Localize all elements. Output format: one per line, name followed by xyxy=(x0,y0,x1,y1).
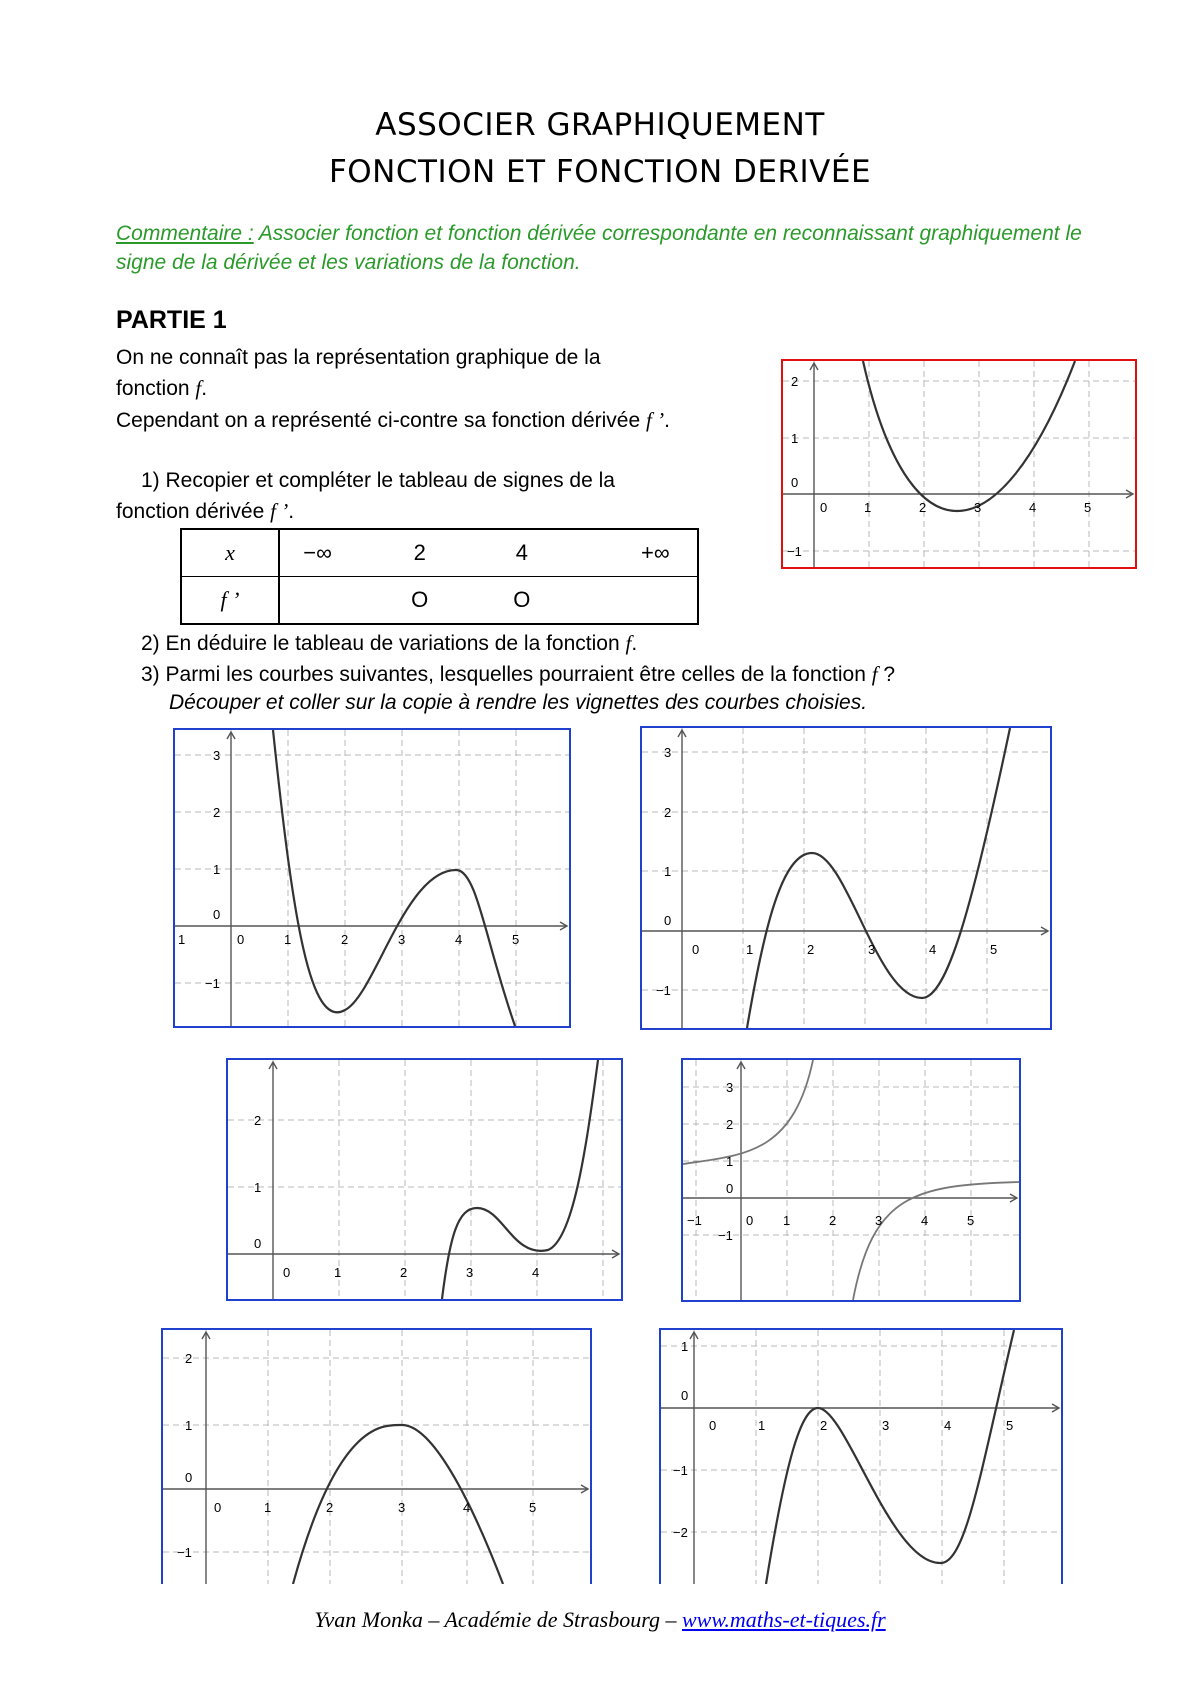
g6-x-tick-0: 0 xyxy=(709,1418,717,1433)
intro-line-3: Cependant on a représenté ci-contre sa fonction dérivée f ’. xyxy=(116,408,670,432)
g1-x-tick-5: 5 xyxy=(512,932,520,947)
candidate-graph-6[interactable] xyxy=(659,1328,1063,1584)
graph-2-curve xyxy=(747,728,1010,1028)
g2-x-tick-0: 0 xyxy=(692,942,700,957)
g2-x-tick-4: 4 xyxy=(929,942,937,957)
dx-tick-2: 2 xyxy=(919,500,927,515)
graph-4-svg xyxy=(683,1060,1019,1300)
g6-y-tick-m2: −2 xyxy=(673,1525,688,1540)
g1-x-tick-4: 4 xyxy=(455,932,463,947)
sign-table xyxy=(180,528,699,625)
graph-4-curve-left xyxy=(683,1060,813,1164)
graph-1-curve xyxy=(273,730,515,1026)
g3-x-tick-2: 2 xyxy=(400,1265,408,1280)
g1-x-tick-1: 1 xyxy=(284,932,292,947)
g3-x-tick-3: 3 xyxy=(466,1265,474,1280)
g2-y-tick-m1: −1 xyxy=(656,983,671,998)
question-1-line-2: fonction dérivée f ’. xyxy=(116,499,295,523)
derivative-curve xyxy=(863,361,1075,511)
g5-x-tick-1: 1 xyxy=(264,1500,272,1515)
g4-x-tick-4: 4 xyxy=(921,1213,929,1228)
g1-x-tick-0: 0 xyxy=(237,932,245,947)
dy-tick-2: 2 xyxy=(791,374,799,389)
sign-table-x-label: x xyxy=(181,529,279,577)
comment-paragraph xyxy=(116,219,1106,277)
x-value-2: 2 xyxy=(413,540,426,565)
g4-x-tick-3: 3 xyxy=(875,1213,883,1228)
g4-y-tick-3: 3 xyxy=(726,1080,734,1095)
intro-line-2: fonction f. xyxy=(116,376,208,400)
dy-tick-1: 1 xyxy=(791,431,799,446)
graph-5-svg xyxy=(163,1330,590,1584)
g4-x-tick-m1: −1 xyxy=(687,1213,702,1228)
graph-2-svg xyxy=(642,728,1050,1028)
g3-y-tick-1: 1 xyxy=(254,1180,262,1195)
graph-3-curve xyxy=(442,1060,598,1299)
g5-y-tick-2: 2 xyxy=(185,1351,193,1366)
g4-x-tick-0: 0 xyxy=(746,1213,754,1228)
g2-y-tick-0: 0 xyxy=(664,913,672,928)
derivative-graph xyxy=(781,359,1137,569)
dx-tick-4: 4 xyxy=(1029,500,1037,515)
question-2: 2) En déduire le tableau de variations de la fonction f. xyxy=(141,631,638,655)
g2-x-tick-5: 5 xyxy=(990,942,998,957)
g3-x-tick-0: 0 xyxy=(283,1265,291,1280)
dx-tick-3: 3 xyxy=(974,500,982,515)
candidate-graph-1[interactable] xyxy=(173,728,571,1028)
sign-table-fprime-row xyxy=(279,577,698,625)
g2-x-tick-1: 1 xyxy=(746,942,754,957)
g2-x-tick-2: 2 xyxy=(807,942,815,957)
g1-y-tick-0: 0 xyxy=(213,907,221,922)
g1-x-tick-m1: 1 xyxy=(178,932,186,947)
derivative-graph-svg xyxy=(783,361,1135,567)
g2-y-tick-2: 2 xyxy=(664,805,672,820)
g5-x-tick-2: 2 xyxy=(326,1500,334,1515)
g5-y-tick-1: 1 xyxy=(185,1418,193,1433)
graph-6-curve xyxy=(766,1330,1014,1584)
g1-y-tick-3: 3 xyxy=(213,748,221,763)
g6-x-tick-3: 3 xyxy=(882,1418,890,1433)
g5-x-tick-5: 5 xyxy=(529,1500,537,1515)
g3-x-tick-1: 1 xyxy=(334,1265,342,1280)
g5-x-tick-3: 3 xyxy=(398,1500,406,1515)
candidate-graph-3[interactable] xyxy=(226,1058,623,1301)
zero-at-4: O xyxy=(513,587,531,612)
intro-line-1: On ne connaît pas la représentation graphique de la xyxy=(116,346,601,369)
g1-x-tick-2: 2 xyxy=(341,932,349,947)
page-title-line-2: FONCTION ET FONCTION DERIVÉE xyxy=(328,154,872,190)
g3-x-tick-4: 4 xyxy=(532,1265,540,1280)
g6-y-tick-0: 0 xyxy=(681,1388,689,1403)
dx-tick-0: 0 xyxy=(820,500,828,515)
comment-label: Commentaire : xyxy=(116,222,254,245)
g4-y-tick-m1: −1 xyxy=(718,1228,733,1243)
question-1-line-1: 1) Recopier et compléter le tableau de signes de la xyxy=(141,469,615,492)
x-minus-infinity: −∞ xyxy=(303,540,332,565)
g6-x-tick-2: 2 xyxy=(820,1418,828,1433)
graph-1-svg xyxy=(175,730,569,1026)
g5-x-tick-4: 4 xyxy=(463,1500,471,1515)
sign-table-fprime-label: f ’ xyxy=(181,577,279,625)
g6-y-tick-1: 1 xyxy=(681,1339,689,1354)
g6-x-tick-4: 4 xyxy=(944,1418,952,1433)
footer-text: Yvan Monka – Académie de Strasbourg – xyxy=(314,1607,682,1632)
g6-x-tick-1: 1 xyxy=(758,1418,766,1433)
zero-at-2: O xyxy=(411,587,429,612)
comment-text: Associer fonction et fonction dérivée correspondante en reconnaissant graphiquement le signe de la dérivée et les variations de la fonction. xyxy=(116,222,1082,274)
question-3-instruction: Découper et coller sur la copie à rendre les vignettes des courbes choisies. xyxy=(169,691,868,714)
graph-3-svg xyxy=(228,1060,621,1299)
g4-y-tick-0: 0 xyxy=(726,1181,734,1196)
page-title-line-1: ASSOCIER GRAPHIQUEMENT xyxy=(375,107,825,143)
g1-x-tick-3: 3 xyxy=(398,932,406,947)
g4-y-tick-2: 2 xyxy=(726,1117,734,1132)
dx-tick-1: 1 xyxy=(864,500,872,515)
question-3: 3) Parmi les courbes suivantes, lesquelles pourraient être celles de la fonction f ? xyxy=(141,662,896,686)
g5-y-tick-m1: −1 xyxy=(177,1545,192,1560)
dx-tick-5: 5 xyxy=(1084,500,1092,515)
g1-y-tick-1: 1 xyxy=(213,862,221,877)
g4-x-tick-1: 1 xyxy=(783,1213,791,1228)
dy-tick-m1: −1 xyxy=(787,544,802,559)
g2-y-tick-3: 3 xyxy=(664,745,672,760)
candidate-graph-5[interactable] xyxy=(161,1328,592,1584)
candidate-graph-4[interactable] xyxy=(681,1058,1021,1302)
footer-link[interactable]: www.maths-et-tiques.fr xyxy=(681,1607,886,1632)
g4-x-tick-5: 5 xyxy=(967,1213,975,1228)
part-heading: PARTIE 1 xyxy=(116,306,227,334)
g1-y-tick-m1: −1 xyxy=(205,976,220,991)
g3-y-tick-0: 0 xyxy=(254,1236,262,1251)
g6-x-tick-5: 5 xyxy=(1006,1418,1014,1433)
graph-4-curve-right xyxy=(853,1182,1019,1300)
candidate-graph-2[interactable] xyxy=(640,726,1052,1030)
graph-6-svg xyxy=(661,1330,1061,1584)
g1-y-tick-2: 2 xyxy=(213,805,221,820)
g6-y-tick-m1: −1 xyxy=(673,1463,688,1478)
g3-y-tick-2: 2 xyxy=(254,1113,262,1128)
g4-x-tick-2: 2 xyxy=(829,1213,837,1228)
dy-tick-0: 0 xyxy=(791,475,799,490)
x-plus-infinity: +∞ xyxy=(641,540,670,565)
sign-table-x-row xyxy=(279,529,698,577)
footer xyxy=(0,1607,1200,1633)
g2-y-tick-1: 1 xyxy=(664,864,672,879)
g4-y-tick-1: 1 xyxy=(726,1154,734,1169)
g2-x-tick-3: 3 xyxy=(868,942,876,957)
x-value-4: 4 xyxy=(515,540,528,565)
g5-x-tick-0: 0 xyxy=(214,1500,222,1515)
g5-y-tick-0: 0 xyxy=(185,1470,193,1485)
